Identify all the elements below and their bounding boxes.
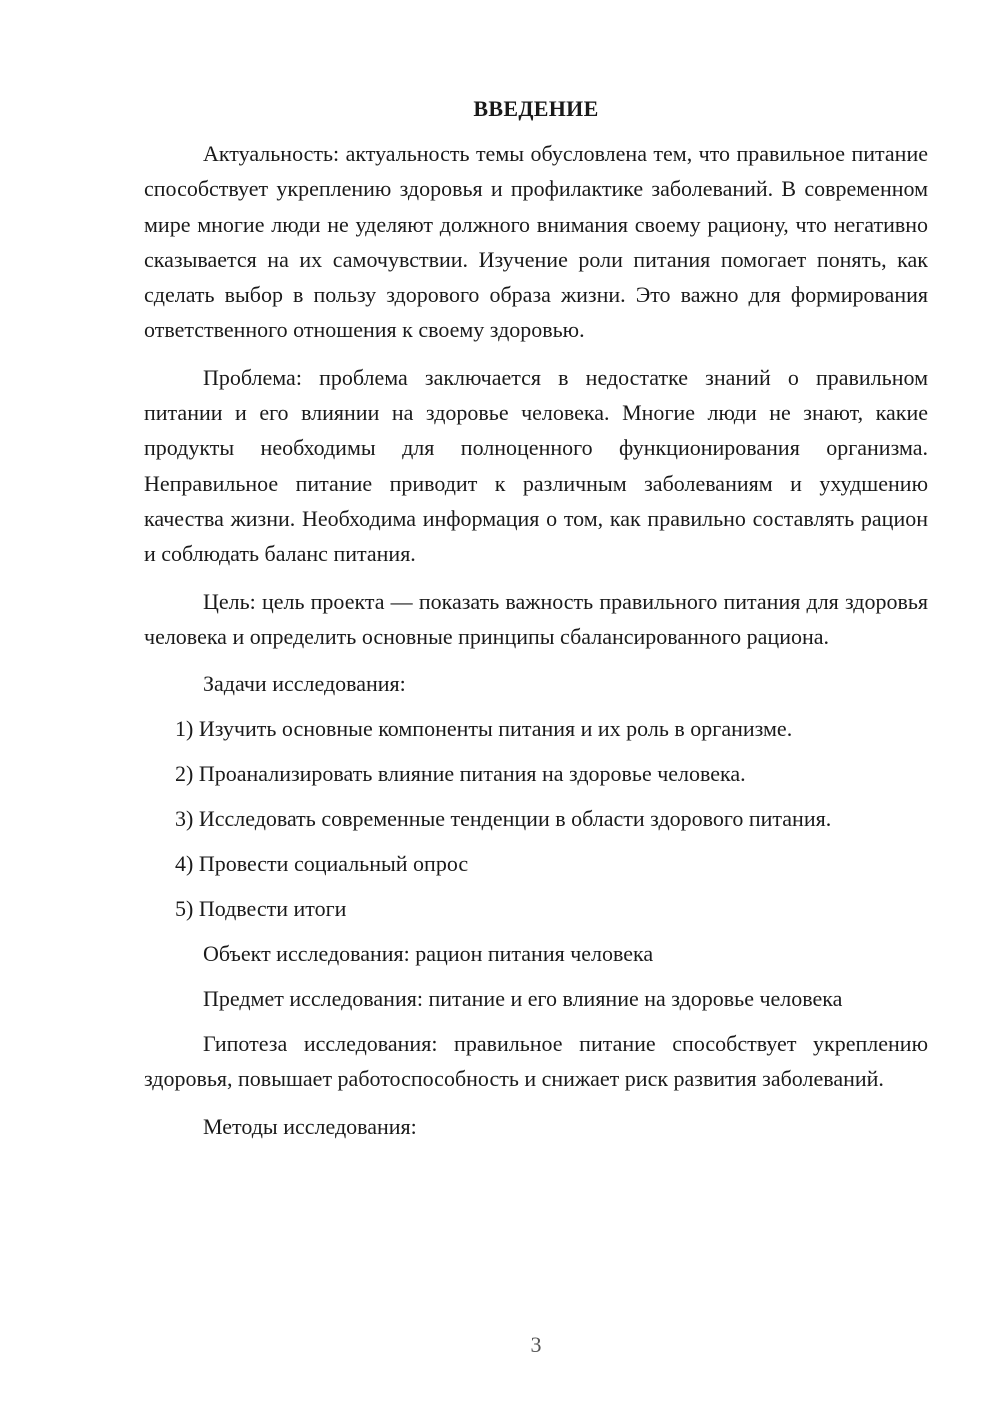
list-item: 2) Проанализировать влияние питания на здоровье человека. bbox=[175, 761, 746, 787]
subject-line: Предмет исследования: питание и его влияние на здоровье человека bbox=[203, 986, 843, 1012]
relevance-paragraph: Актуальность: актуальность темы обусловлена тем, что правильное питание способствует укреплению здоровья и профилактике заболеваний. В современном мире многие люди не уделяют должного внимания своему рациону, что негативно сказывается на их самочувствии. Изучение роли питания помогает понять, как сделать выбор в пользу здорового образа жизни. Это важно для формирования ответственного отношения к своему здоровью. bbox=[144, 141, 928, 343]
hypothesis-paragraph: Гипотеза исследования: правильное питание способствует укреплению здоровья, повышает работоспособность и снижает риск развития заболеваний. bbox=[144, 1031, 928, 1092]
goal-paragraph: Цель: цель проекта — показать важность правильного питания для здоровья человека и определить основные принципы сбалансированного рациона. bbox=[144, 588, 928, 649]
list-item: 5) Подвести итоги bbox=[175, 896, 347, 922]
tasks-list bbox=[144, 711, 928, 926]
list-item: 3) Исследовать современные тенденции в области здорового питания. bbox=[175, 806, 832, 832]
methods-heading: Методы исследования: bbox=[203, 1113, 417, 1139]
tasks-heading: Задачи исследования: bbox=[203, 671, 406, 697]
object-line: Объект исследования: рацион питания человека bbox=[203, 941, 654, 967]
section-title: ВВЕДЕНИЕ bbox=[473, 96, 599, 121]
page-number: 3 bbox=[530, 1332, 542, 1357]
problem-paragraph: Проблема: проблема заключается в недостатке знаний о правильном питании и его влиянии на здоровье человека. Многие люди не знают, какие продукты необходимы для полноценного функционирования организма. Неправильное питание приводит к различным заболеваниям и ухудшению качества жизни. Необходима информация о том, как правильно составлять рацион и соблюдать баланс питания. bbox=[144, 364, 928, 567]
document-page bbox=[144, 90, 928, 1154]
list-item: 1) Изучить основные компоненты питания и их роль в организме. bbox=[175, 716, 793, 742]
list-item: 4) Провести социальный опрос bbox=[175, 851, 469, 877]
